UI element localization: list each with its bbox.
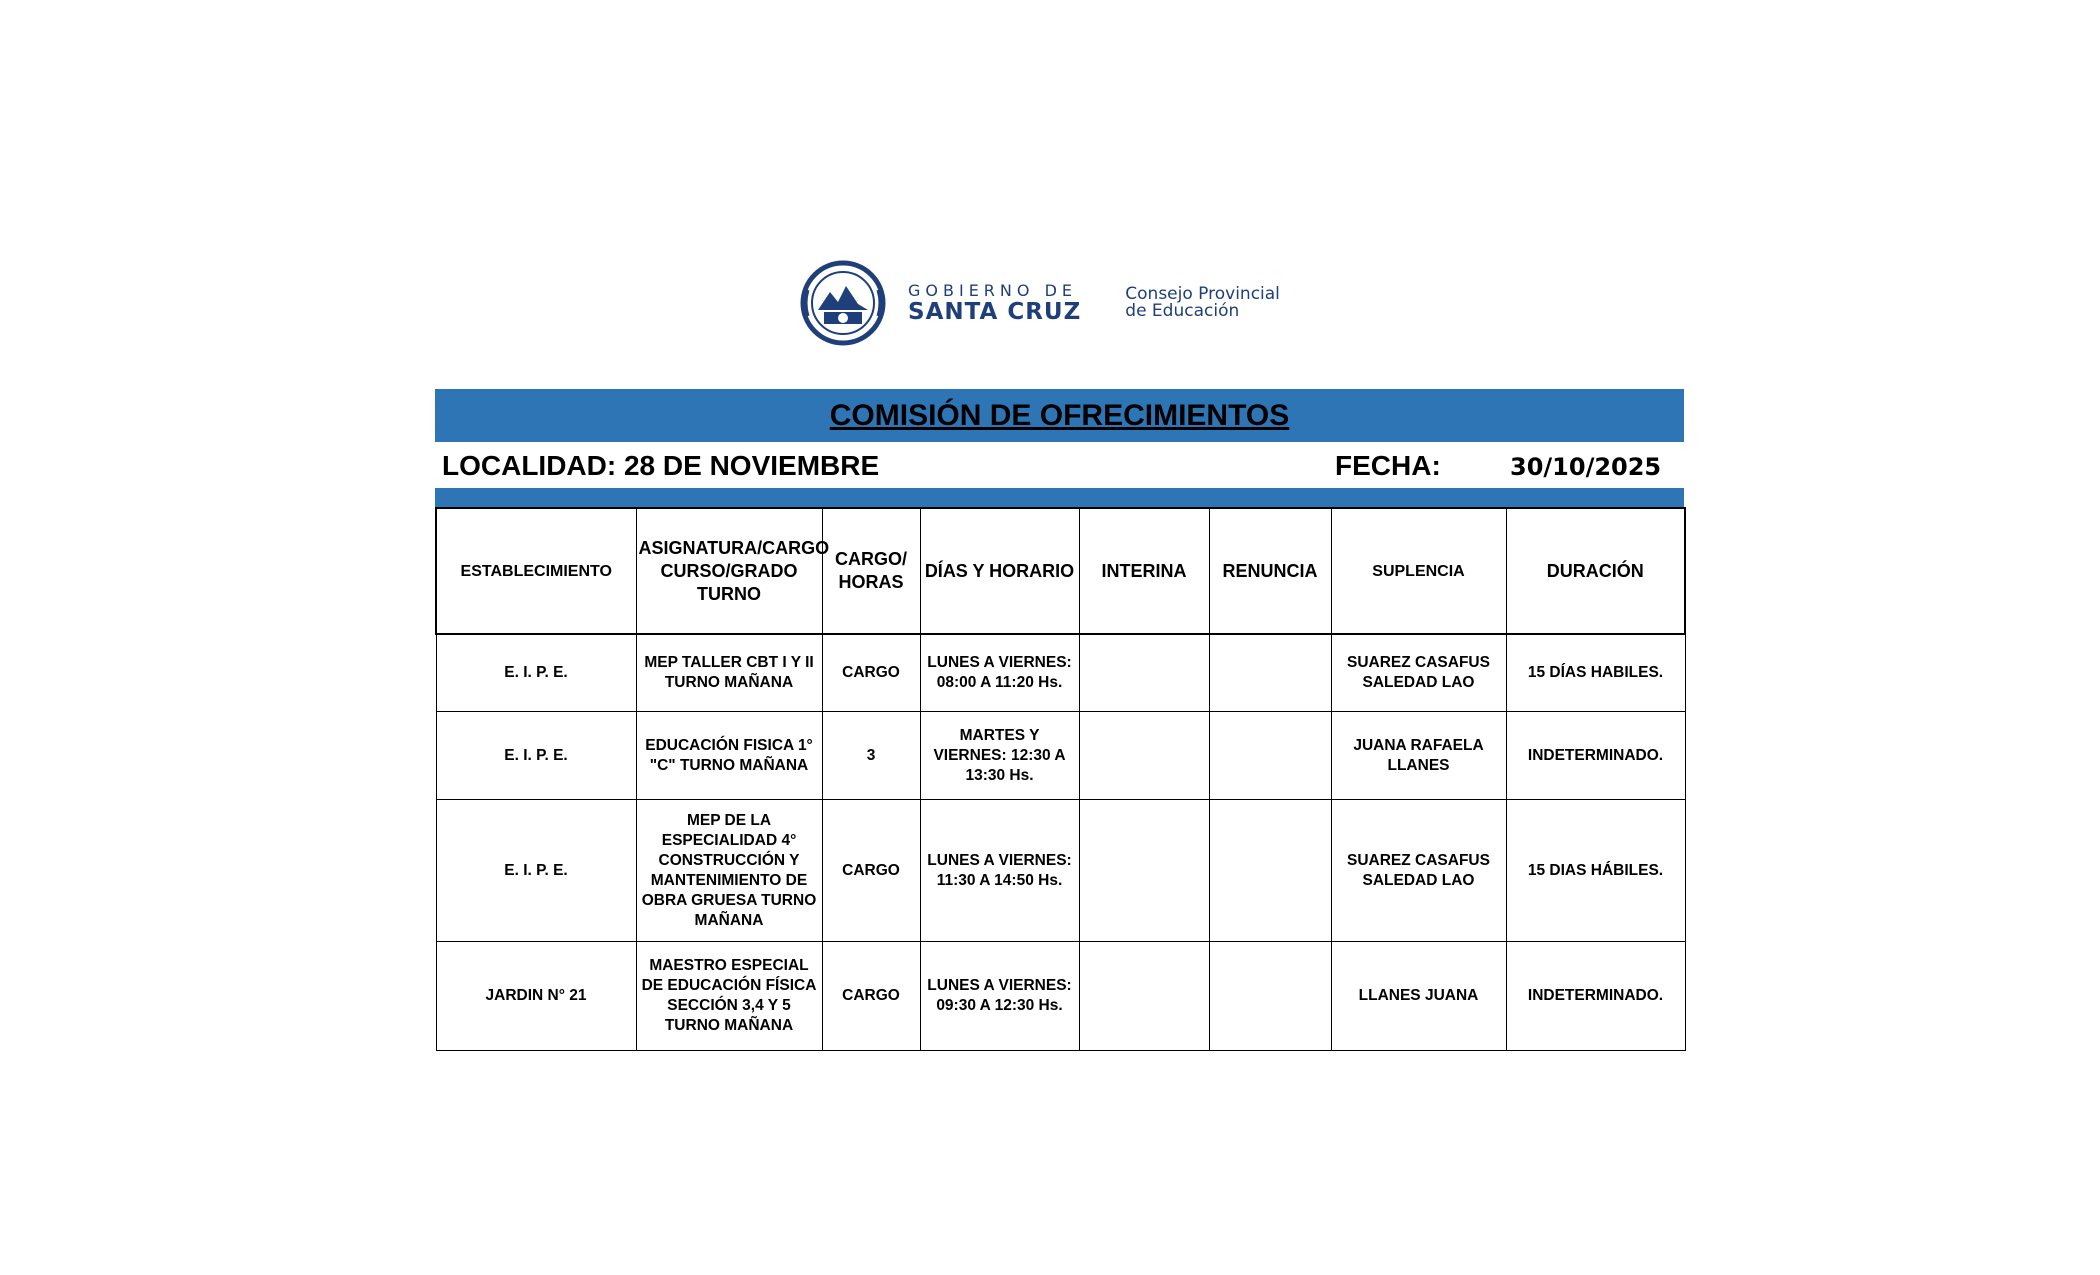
localidad-label: LOCALIDAD: 28 DE NOVIEMBRE [442,450,880,481]
cell-cargo-horas: 3 [822,712,920,800]
cell-duracion: 15 DÍAS HABILES. [1506,634,1685,712]
table-row [436,800,1685,942]
cell-cargo-horas: CARGO [822,942,920,1051]
title-bar [435,389,1684,442]
provincial-seal-icon [800,260,886,346]
gov-line2: SANTA CRUZ [908,298,1082,325]
header-cargo-horas: CARGO/ HORAS [822,508,920,634]
page-title: COMISIÓN DE OFRECIMIENTOS [829,398,1290,432]
consejo-line1: Consejo Provincial [1125,284,1280,304]
cell-dias-horario: LUNES A VIERNES: 11:30 A 14:50 Hs. [920,800,1079,942]
government-logo-header [800,260,1340,346]
cell-renuncia [1209,942,1331,1051]
header-establecimiento: ESTABLECIMIENTO [436,508,636,634]
cell-renuncia [1209,800,1331,942]
offerings-table [435,507,1686,1051]
cell-establecimiento: E. I. P. E. [436,634,636,712]
table-header-row [436,508,1685,634]
cell-renuncia [1209,634,1331,712]
cell-cargo-horas: CARGO [822,800,920,942]
cell-establecimiento: E. I. P. E. [436,712,636,800]
cell-establecimiento: JARDIN N° 21 [436,942,636,1051]
fecha-value: 30/10/2025 [1510,453,1662,481]
blue-divider [435,488,1684,507]
cell-asignatura: MEP TALLER CBT I Y II TURNO MAÑANA [636,634,822,712]
cell-dias-horario: LUNES A VIERNES: 09:30 A 12:30 Hs. [920,942,1079,1051]
document-body [435,389,1684,1051]
cell-interina [1079,634,1209,712]
header-duracion: DURACIÓN [1506,508,1685,634]
gov-line1: GOBIERNO DE [908,280,1077,300]
table-row [436,712,1685,800]
info-row [435,442,1684,488]
consejo-line2: de Educación [1125,301,1240,321]
table-row [436,942,1685,1051]
cell-establecimiento: E. I. P. E. [436,800,636,942]
cell-suplencia: SUAREZ CASAFUS SALEDAD LAO [1331,634,1506,712]
consejo-provincial-text [1125,286,1280,320]
cell-dias-horario: MARTES Y VIERNES: 12:30 A 13:30 Hs. [920,712,1079,800]
cell-renuncia [1209,712,1331,800]
gobierno-santa-cruz-text [908,280,1082,325]
header-suplencia: SUPLENCIA [1331,508,1506,634]
cell-dias-horario: LUNES A VIERNES: 08:00 A 11:20 Hs. [920,634,1079,712]
cell-duracion: INDETERMINADO. [1506,712,1685,800]
header-dias-horario: DÍAS Y HORARIO [920,508,1079,634]
cell-duracion: 15 DIAS HÁBILES. [1506,800,1685,942]
cell-asignatura: MEP DE LA ESPECIALIDAD 4° CONSTRUCCIÓN Y MANTENIMIENTO DE OBRA GRUESA TURNO MAÑANA [636,800,822,942]
cell-interina [1079,712,1209,800]
cell-suplencia: JUANA RAFAELA LLANES [1331,712,1506,800]
cell-duracion: INDETERMINADO. [1506,942,1685,1051]
cell-asignatura: EDUCACIÓN FISICA 1° "C" TURNO MAÑANA [636,712,822,800]
cell-asignatura: MAESTRO ESPECIAL DE EDUCACIÓN FÍSICA SECCIÓN 3,4 Y 5 TURNO MAÑANA [636,942,822,1051]
header-asignatura: ASIGNATURA/CARGO CURSO/GRADO TURNO [636,508,822,634]
header-renuncia: RENUNCIA [1209,508,1331,634]
cell-interina [1079,800,1209,942]
header-interina: INTERINA [1079,508,1209,634]
cell-interina [1079,942,1209,1051]
cell-suplencia: LLANES JUANA [1331,942,1506,1051]
table-row [436,634,1685,712]
cell-cargo-horas: CARGO [822,634,920,712]
cell-suplencia: SUAREZ CASAFUS SALEDAD LAO [1331,800,1506,942]
fecha-label: FECHA: [1335,450,1441,481]
